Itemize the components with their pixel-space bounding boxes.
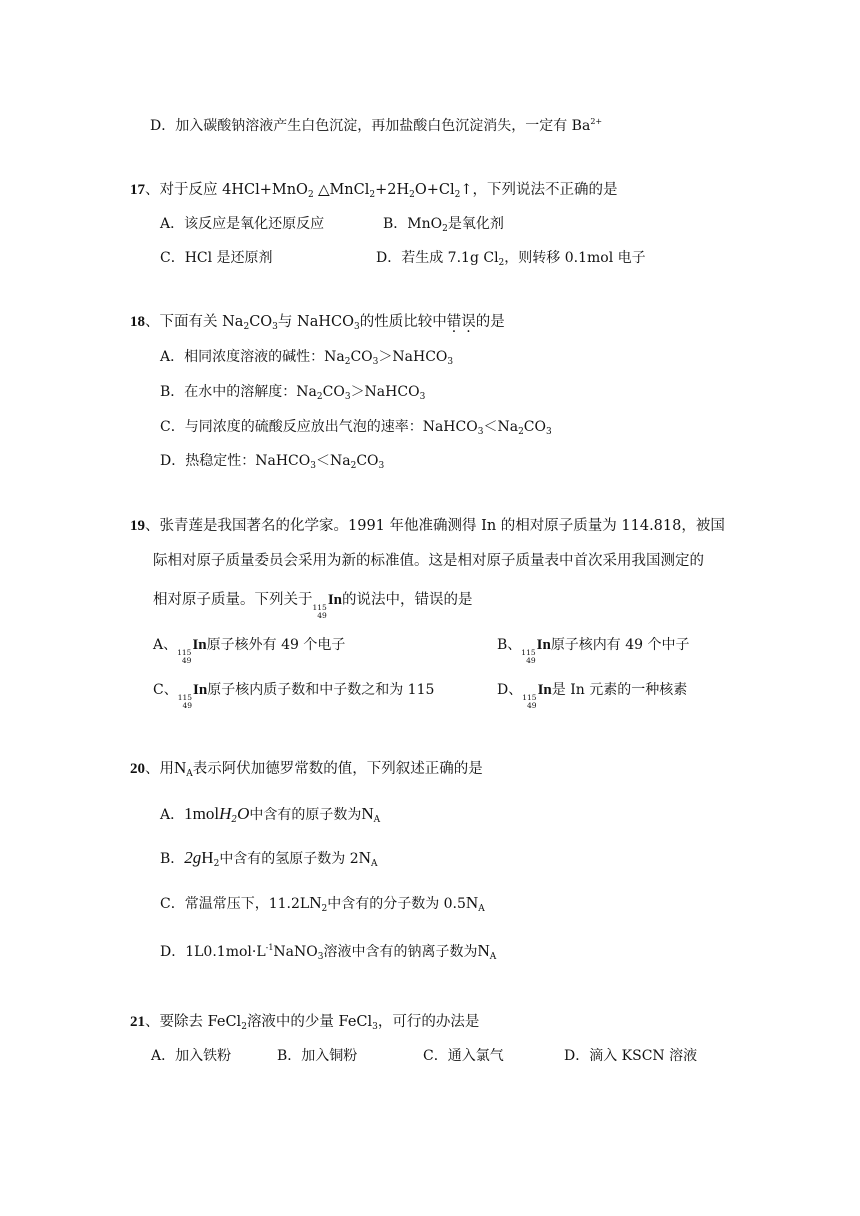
q17-option-c: C．HCl 是还原剂: [160, 250, 273, 266]
q20-option-a: A．1molH$_2$O中含有的原子数为$N_A$: [160, 804, 381, 825]
q17-option-d: D．若生成 7.1g $Cl_2$，则转移 0.1mol 电子: [376, 250, 646, 268]
q19-option-b: B、 115 49 In原子核内有 49 个中子: [497, 637, 690, 665]
q19-stem-line2: 际相对原子质量委员会采用为新的标准值。这是相对原子质量表中首次采用我国测定的: [153, 553, 704, 569]
q21-option-c: C．通入氯气: [423, 1048, 504, 1064]
q21-stem: 21、要除去 FeCl$_2$溶液中的少量 FeCl$_3$，可行的办法是: [130, 1014, 480, 1032]
q19-option-c: C、 115 49 In原子核内质子数和中子数之和为 115: [153, 682, 435, 710]
q19-option-d: D、 115 49 In是 In 元素的一种核素: [497, 682, 688, 710]
q19-option-a: A、 115 49 In原子核外有 49 个电子: [153, 637, 346, 665]
isotope-notation: 115 49: [312, 603, 327, 620]
q20-option-c: C．常温常压下，$11.2LN_2$中含有的分子数为 $0.5N_A$: [160, 893, 485, 914]
q18-option-a: A．相同浓度溶液的碱性：$Na_2CO_3>NaHCO_3$: [160, 349, 454, 367]
q18-stem: 18、下面有关 $Na_2CO_3$与 NaHCO$_3$的性质比较中错误的是: [130, 314, 505, 332]
q20-number: 20: [130, 761, 145, 777]
emphasis-wu: 误: [461, 314, 476, 330]
q18-option-c: C．与同浓度的硫酸反应放出气泡的速率：$NaHCO_3<Na_2CO_3$: [160, 419, 552, 437]
q21-number: 21: [130, 1014, 145, 1030]
q16-option-d-text: D．加入碳酸钠溶液产生白色沉淀，再加盐酸白色沉淀消失，一定有 Ba: [150, 118, 591, 134]
q21-option-a: A．加入铁粉: [151, 1048, 232, 1064]
heat-icon: △: [318, 182, 330, 198]
q20-stem: 20、用$N_A$表示阿伏加德罗常数的值，下列叙述正确的是: [130, 758, 483, 779]
q18-option-d: D．热稳定性：$NaHCO_3<Na_2CO_3$: [160, 453, 385, 471]
q17-number: 17: [130, 182, 145, 198]
q16-option-d: D．加入碳酸钠溶液产生白色沉淀，再加盐酸白色沉淀消失，一定有 $Ba^{2+}$: [150, 117, 603, 134]
q20-option-d: D．$1L0.1mol\cdot L^{-1}NaNO_3$溶液中含有的钠离子数为$N_A$: [160, 941, 497, 962]
emphasis-cuo: 错: [446, 314, 462, 330]
q19-stem-line1: 19、张青莲是我国著名的化学家。1991 年他准确测得 In 的相对原子质量为 114.818，被国: [130, 518, 725, 534]
q17-option-b: B．MnO$_2$是氧化剂: [383, 216, 504, 234]
q20-option-b: B．$2gH_2$中含有的氢原子数为 $2N_A$: [160, 848, 378, 869]
q18-option-b: B．在水中的溶解度：$Na_2CO_3>NaHCO_3$: [160, 384, 426, 402]
q21-option-d: D．滴入 KSCN 溶液: [564, 1048, 698, 1064]
q18-number: 18: [130, 314, 145, 330]
q19-stem-line3: 相对原子质量。下列关于 115 49 In的说法中，错误的是: [153, 592, 473, 620]
q17-stem: 17、对于反应 4HCl+MnO$_2$ $\triangle MnCl_2+2H_2O+Cl_2↑$，下列说法不正确的是: [130, 182, 618, 200]
q21-option-b: B．加入铜粉: [277, 1048, 358, 1064]
q19-number: 19: [130, 518, 145, 534]
q17-option-a: A．该反应是氧化还原反应: [160, 216, 325, 232]
